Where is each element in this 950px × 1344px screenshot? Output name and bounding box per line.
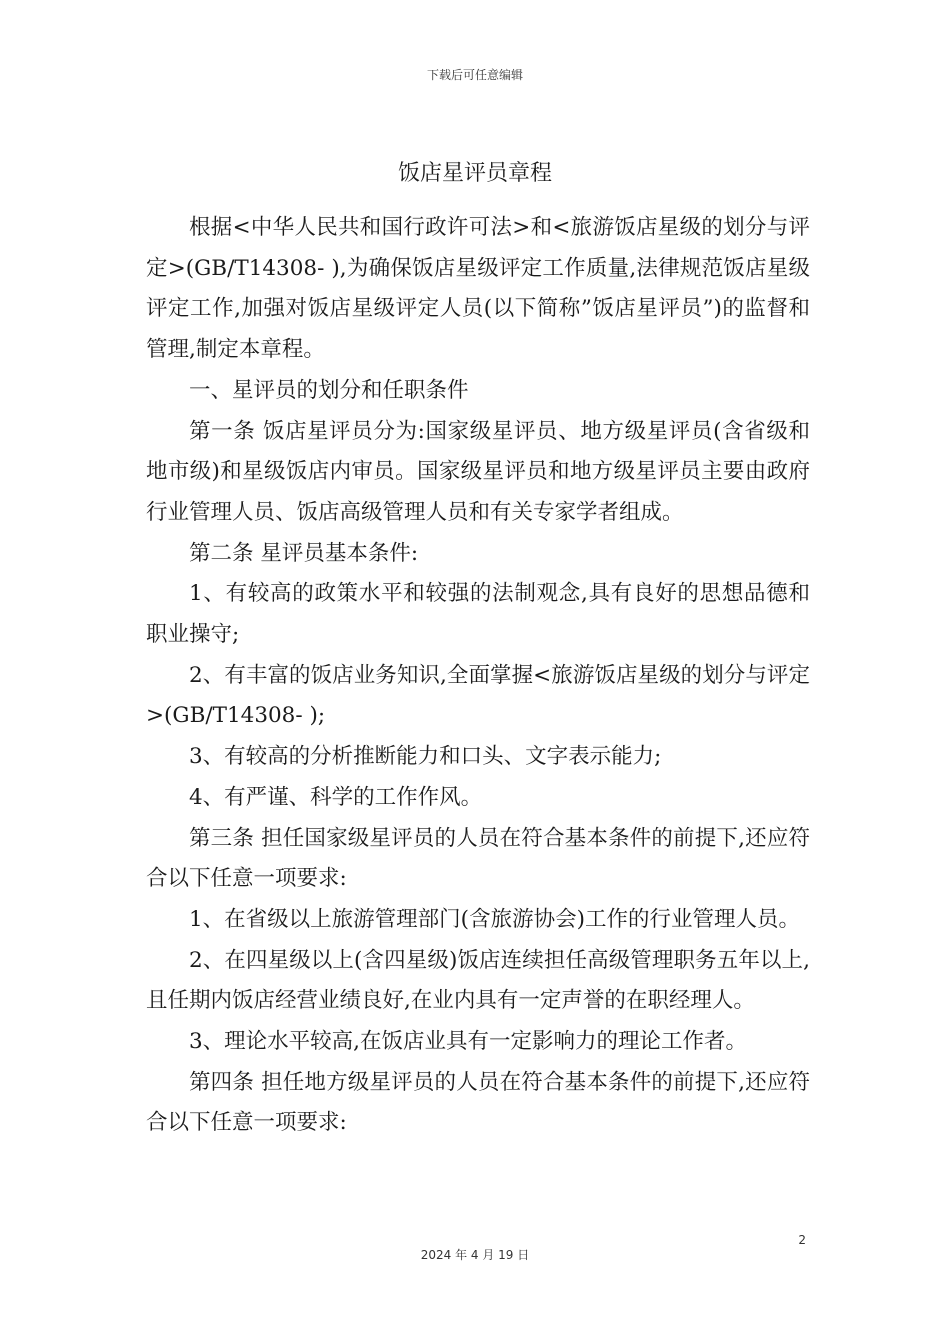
section-heading-1: 一、星评员的划分和任职条件 (189, 377, 469, 403)
article-3: 第三条 担任国家级星评员的人员在符合基本条件的前提下,还应符合以下任意一项要求: (146, 825, 810, 892)
document-title: 饭店星评员章程 (397, 161, 552, 186)
article-2-item-3: 3、有较高的分析推断能力和口头、文字表示能力; (189, 744, 662, 770)
article-2-item-1: 1、有较高的政策水平和较强的法制观念,具有良好的思想品德和职业操守; (146, 581, 810, 648)
article-1: 第一条 饭店星评员分为:国家级星评员、地方级星评员(含省级和地市级)和星级饭店内审员。国家级星评员和地方级星评员主要由政府行业管理人员、饭店高级管理人员和有关专家学者组成。 (146, 418, 810, 525)
article-3-item-1: 1、在省级以上旅游管理部门(含旅游协会)工作的行业管理人员。 (189, 906, 800, 932)
footer-date: 2024 年 4 月 19 日 (420, 1248, 530, 1262)
article-2: 第二条 星评员基本条件: (189, 540, 419, 566)
article-3-item-2: 2、在四星级以上(含四星级)饭店连续担任高级管理职务五年以上,且任期内饭店经营业绩良好,在业内具有一定声誉的在职经理人。 (146, 947, 810, 1014)
page-number: 2 (798, 1233, 806, 1247)
article-4: 第四条 担任地方级星评员的人员在符合基本条件的前提下,还应符合以下任意一项要求: (146, 1069, 810, 1136)
article-2-item-2: 2、有丰富的饭店业务知识,全面掌握<旅游饭店星级的划分与评定>(GB/T14308- ); (146, 662, 810, 729)
article-3-item-3: 3、理论水平较高,在饭店业具有一定影响力的理论工作者。 (189, 1029, 748, 1055)
paragraph-intro: 根据<中华人民共和国行政许可法>和<旅游饭店星级的划分与评定>(GB/T14308- ),为确保饭店星级评定工作质量,法律规范饭店星级评定工作,加强对饭店星级评定人员(以下简称”饭店星评员”)的监督和管理,制定本章程。 (146, 215, 810, 363)
document-body (146, 208, 810, 1144)
page-header: 下载后可任意编辑 (426, 68, 523, 82)
article-2-item-4: 4、有严谨、科学的工作作风。 (189, 784, 483, 810)
